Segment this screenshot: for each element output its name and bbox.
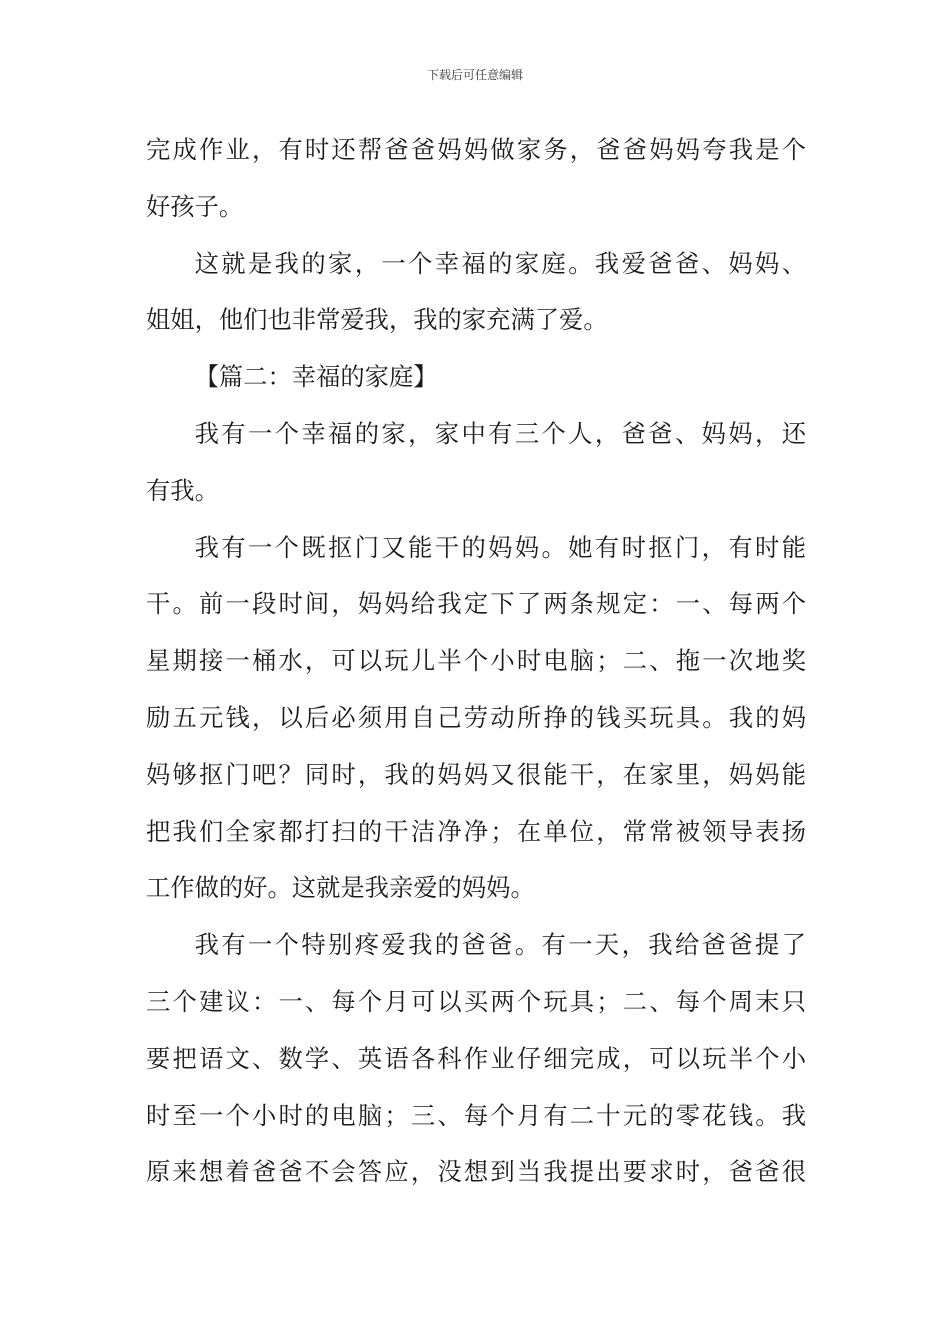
text-line: 要把语文、数学、英语各科作业仔细完成，可以玩半个小 bbox=[146, 1043, 806, 1073]
text-line: 我有一个幸福的家，家中有三个人，爸爸、妈妈，还 bbox=[194, 418, 806, 448]
text-line: 姐姐，他们也非常爱我，我的家充满了爱。 bbox=[146, 305, 608, 335]
section-heading: 【篇二：幸福的家庭】 bbox=[194, 362, 438, 392]
text-line: 工作做的好。这就是我亲爱的妈妈。 bbox=[146, 873, 535, 903]
text-line: 我有一个既抠门又能干的妈妈。她有时抠门，有时能 bbox=[194, 532, 806, 562]
text-line: 把我们全家都打扫的干洁净净；在单位，常常被领导表扬 bbox=[146, 816, 806, 846]
text-line: 原来想着爸爸不会答应，没想到当我提出要求时，爸爸很 bbox=[146, 1157, 806, 1187]
text-line: 时至一个小时的电脑；三、每个月有二十元的零花钱。我 bbox=[146, 1100, 806, 1130]
text-line: 干。前一段时间，妈妈给我定下了两条规定：一、每两个 bbox=[146, 589, 806, 619]
text-line: 这就是我的家，一个幸福的家庭。我爱爸爸、妈妈、 bbox=[194, 248, 806, 278]
text-line: 妈够抠门吧？同时，我的妈妈又很能干，在家里，妈妈能 bbox=[146, 759, 806, 789]
document-body bbox=[146, 122, 806, 1201]
text-line: 励五元钱，以后必须用自己劳动所挣的钱买玩具。我的妈 bbox=[146, 702, 806, 732]
page-header: 下载后可任意编辑 bbox=[426, 68, 523, 82]
text-line: 我有一个特别疼爱我的爸爸。有一天，我给爸爸提了 bbox=[194, 930, 806, 960]
text-line: 有我。 bbox=[146, 475, 219, 505]
text-line: 三个建议：一、每个月可以买两个玩具；二、每个周末只 bbox=[146, 986, 806, 1016]
text-line: 好孩子。 bbox=[146, 191, 244, 221]
text-line: 完成作业，有时还帮爸爸妈妈做家务，爸爸妈妈夸我是个 bbox=[146, 135, 806, 164]
text-line: 星期接一桶水，可以玩儿半个小时电脑；二、拖一次地奖 bbox=[146, 646, 806, 676]
